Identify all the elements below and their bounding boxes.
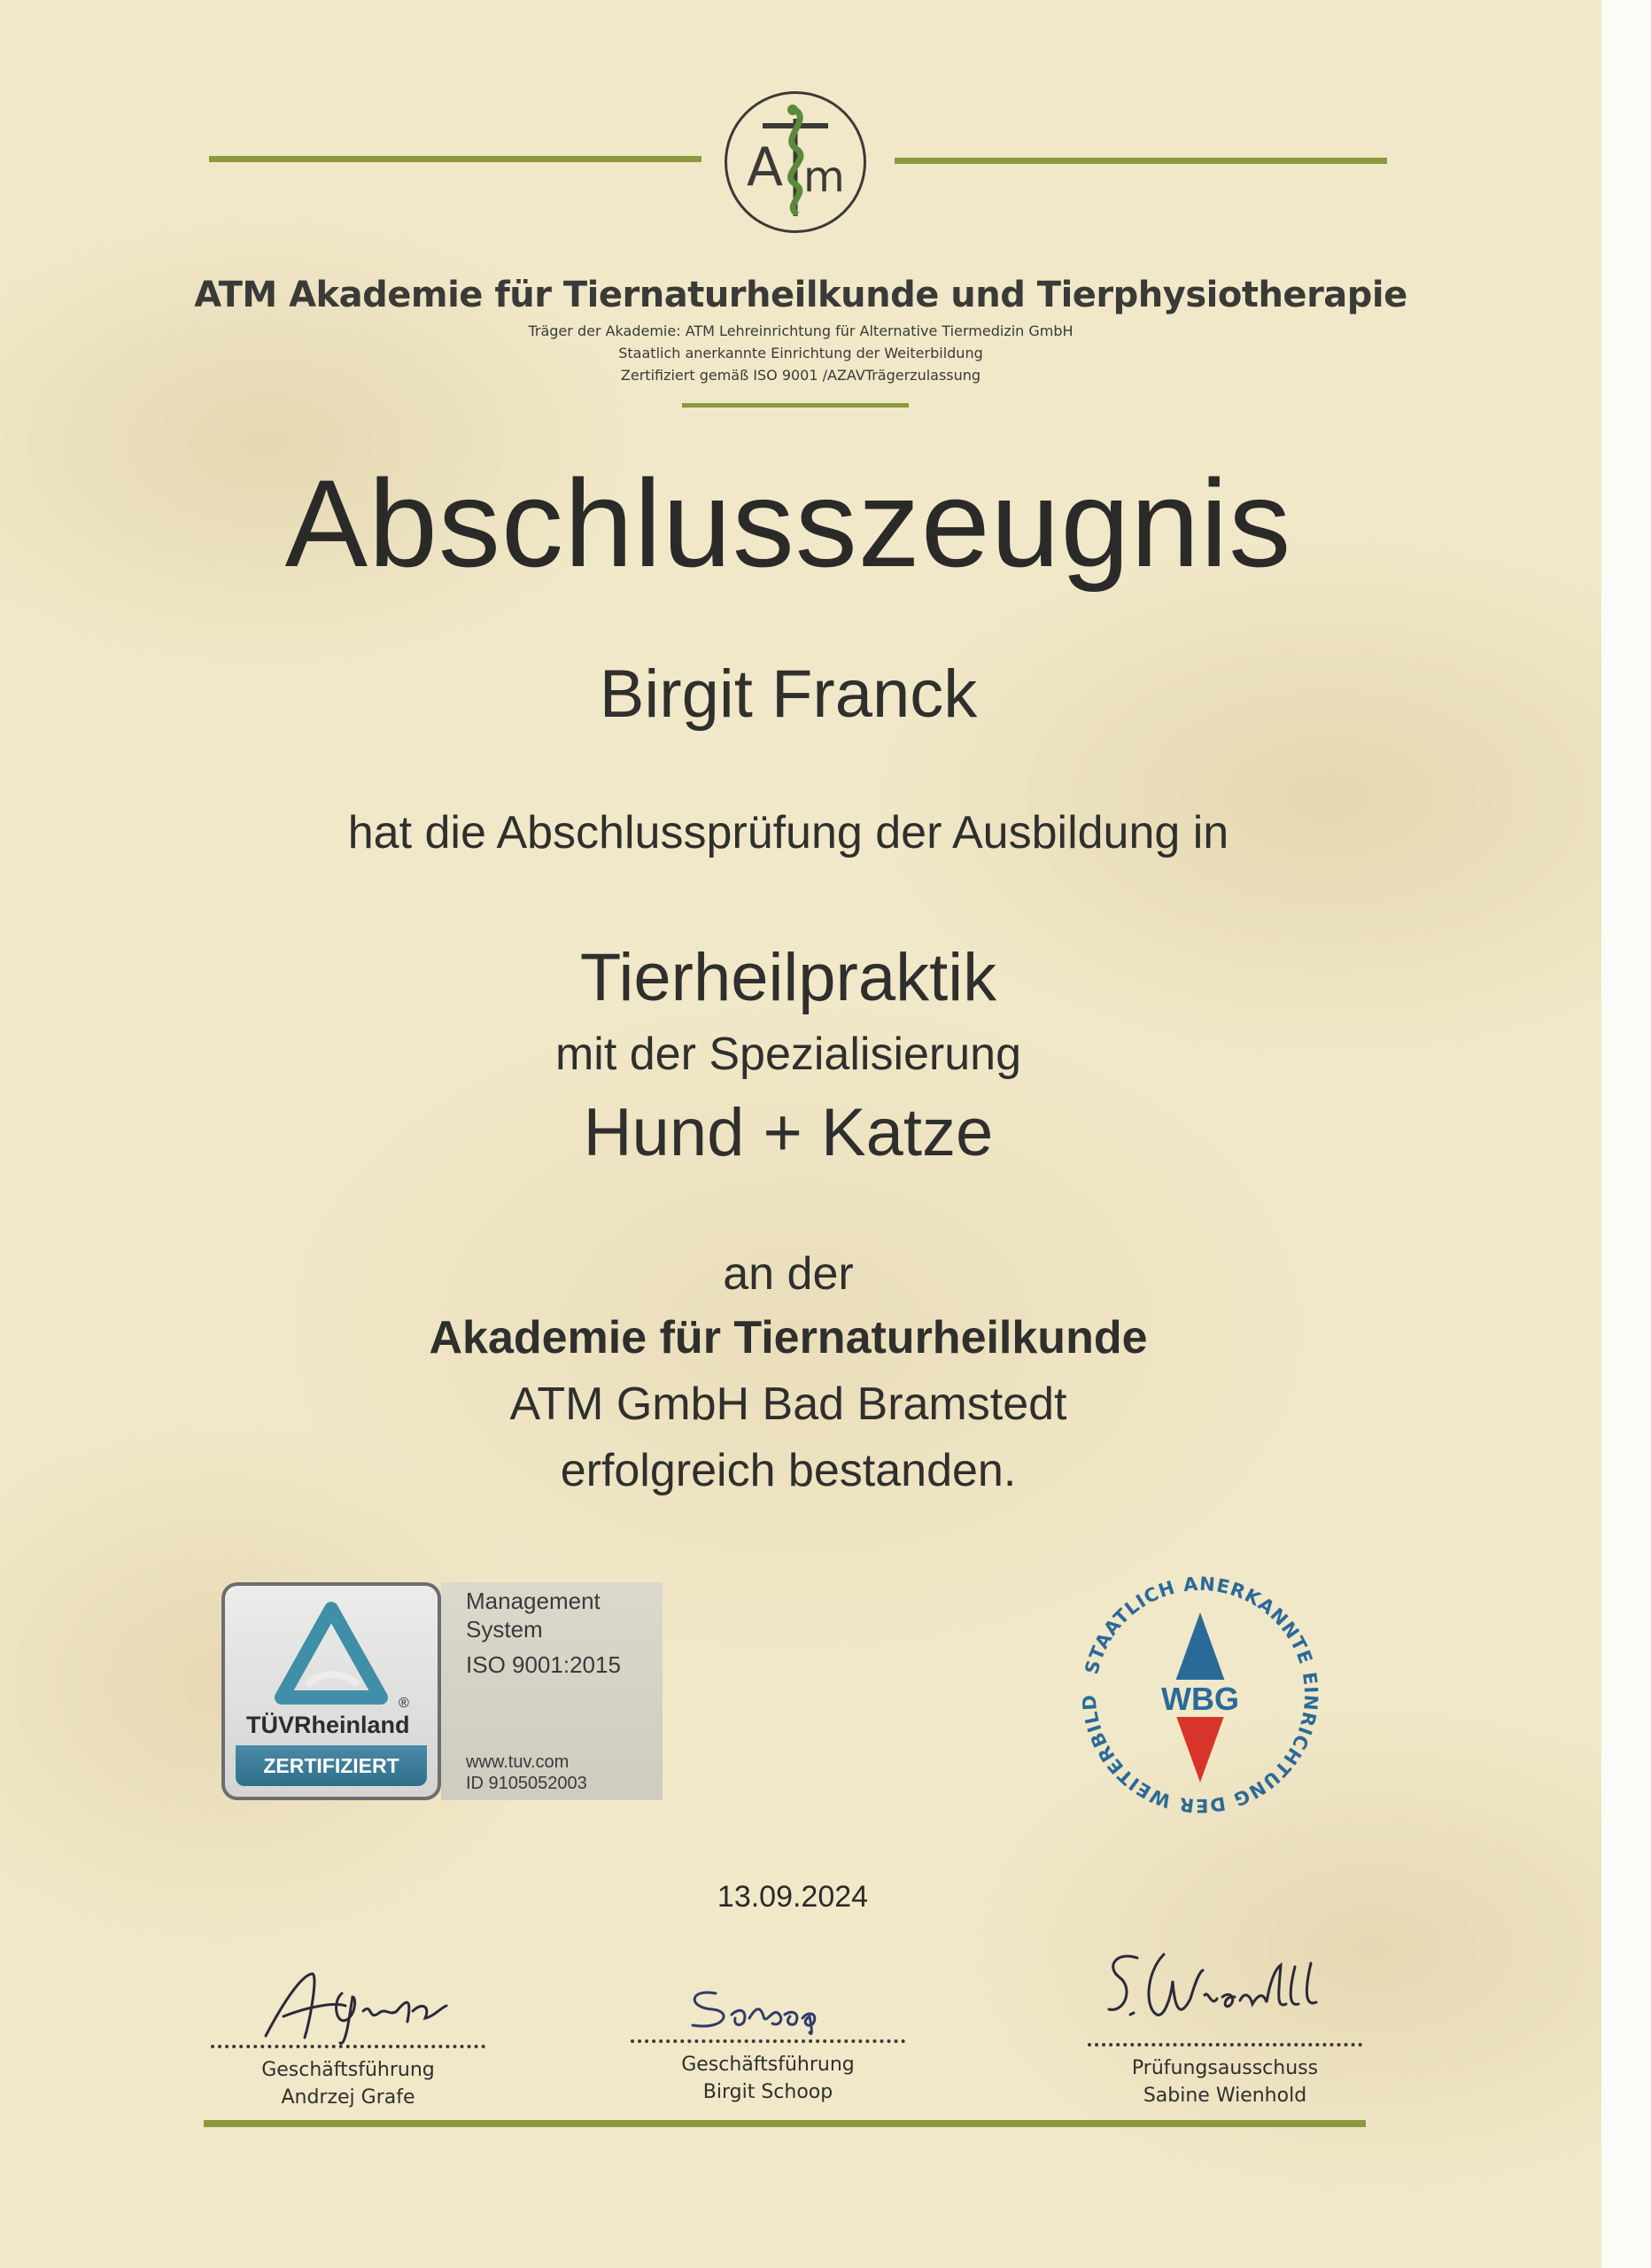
org-sub-line-2: Staatlich anerkannte Einrichtung der Weiterbildung xyxy=(618,345,983,361)
scan-edge xyxy=(1601,0,1651,2268)
signature-block-1 xyxy=(211,2045,485,2109)
tuv-id: ID 9105052003 xyxy=(466,1774,587,1793)
institution-location: ATM GmbH Bad Bramstedt xyxy=(509,1379,1067,1430)
signature-role: Geschäftsführung xyxy=(261,2059,435,2081)
tuv-brand: TÜVRheinland xyxy=(246,1712,410,1738)
signature-line xyxy=(211,2045,485,2048)
tuv-badge xyxy=(221,1582,441,1800)
signature-block-3 xyxy=(1088,2043,1362,2107)
signature-line xyxy=(1088,2043,1362,2047)
header-rule-left xyxy=(209,156,701,162)
signature-grafe xyxy=(257,1967,452,2047)
header-rule-right xyxy=(895,158,1387,164)
intro-text: hat die Abschlussprüfung der Ausbildung in xyxy=(347,807,1229,858)
institution-name: Akademie für Tiernaturheilkunde xyxy=(429,1312,1148,1363)
recipient-name: Birgit Franck xyxy=(599,656,978,732)
signature-wienhold xyxy=(1098,1946,1346,2034)
certificate-title: Abschlusszeugnis xyxy=(284,454,1292,593)
course-name: Tierheilpraktik xyxy=(579,940,997,1015)
wbg-label: WBG xyxy=(1161,1681,1239,1717)
logo-letter-a: A xyxy=(747,136,784,198)
tuv-website: www.tuv.com xyxy=(466,1752,570,1772)
org-sub-line-3: Zertifiziert gemäß ISO 9001 /AZAVTrägerzulassung xyxy=(620,367,981,384)
signature-name: Sabine Wienhold xyxy=(1143,2085,1307,2107)
wbg-arrow-down-icon xyxy=(1173,1706,1228,1783)
tuv-certified-banner: ZERTIFIZIERT xyxy=(236,1745,427,1786)
tuv-registered-mark: ® xyxy=(399,1696,409,1711)
wbg-ring-text: STAATLICH ANERKANNTE EINRICHTUNG DER WEITERBILD xyxy=(1078,1573,1322,1817)
signature-line xyxy=(631,2039,905,2043)
atm-logo xyxy=(725,91,866,233)
tuv-standard: ISO 9001:2015 xyxy=(466,1651,621,1678)
signature-schoop xyxy=(680,1983,875,2036)
issue-date: 13.09.2024 xyxy=(717,1880,869,1914)
specialization-intro: mit der Spezialisierung xyxy=(554,1029,1022,1080)
wbg-seal-graphic xyxy=(1072,1566,1329,1823)
signature-role: Geschäftsführung xyxy=(681,2054,855,2076)
signature-role: Prüfungsausschuss xyxy=(1131,2057,1319,2079)
footer-rule xyxy=(204,2120,1366,2127)
result-text: erfolgreich bestanden. xyxy=(560,1445,1017,1496)
at-text: an der xyxy=(723,1248,854,1300)
specialization: Hund + Katze xyxy=(583,1095,994,1170)
tuv-seal xyxy=(221,1582,664,1804)
logo-letter-m: m xyxy=(803,152,845,202)
org-name: ATM Akademie für Tiernaturheilkunde und Tierphysiotherapie xyxy=(194,275,1407,315)
header-rule-small xyxy=(682,403,909,408)
wbg-seal xyxy=(1072,1566,1329,1823)
org-sub-line-1: Träger der Akademie: ATM Lehreinrichtung für Alternative Tiermedizin GmbH xyxy=(528,322,1074,339)
wbg-arrow-up-icon xyxy=(1173,1612,1228,1689)
tuv-system-line-2: System xyxy=(466,1616,543,1643)
signature-name: Birgit Schoop xyxy=(702,2081,833,2103)
tuv-system-line-1: Management xyxy=(466,1588,601,1614)
signature-block-2 xyxy=(631,2039,905,2103)
signature-name: Andrzej Grafe xyxy=(281,2086,415,2109)
